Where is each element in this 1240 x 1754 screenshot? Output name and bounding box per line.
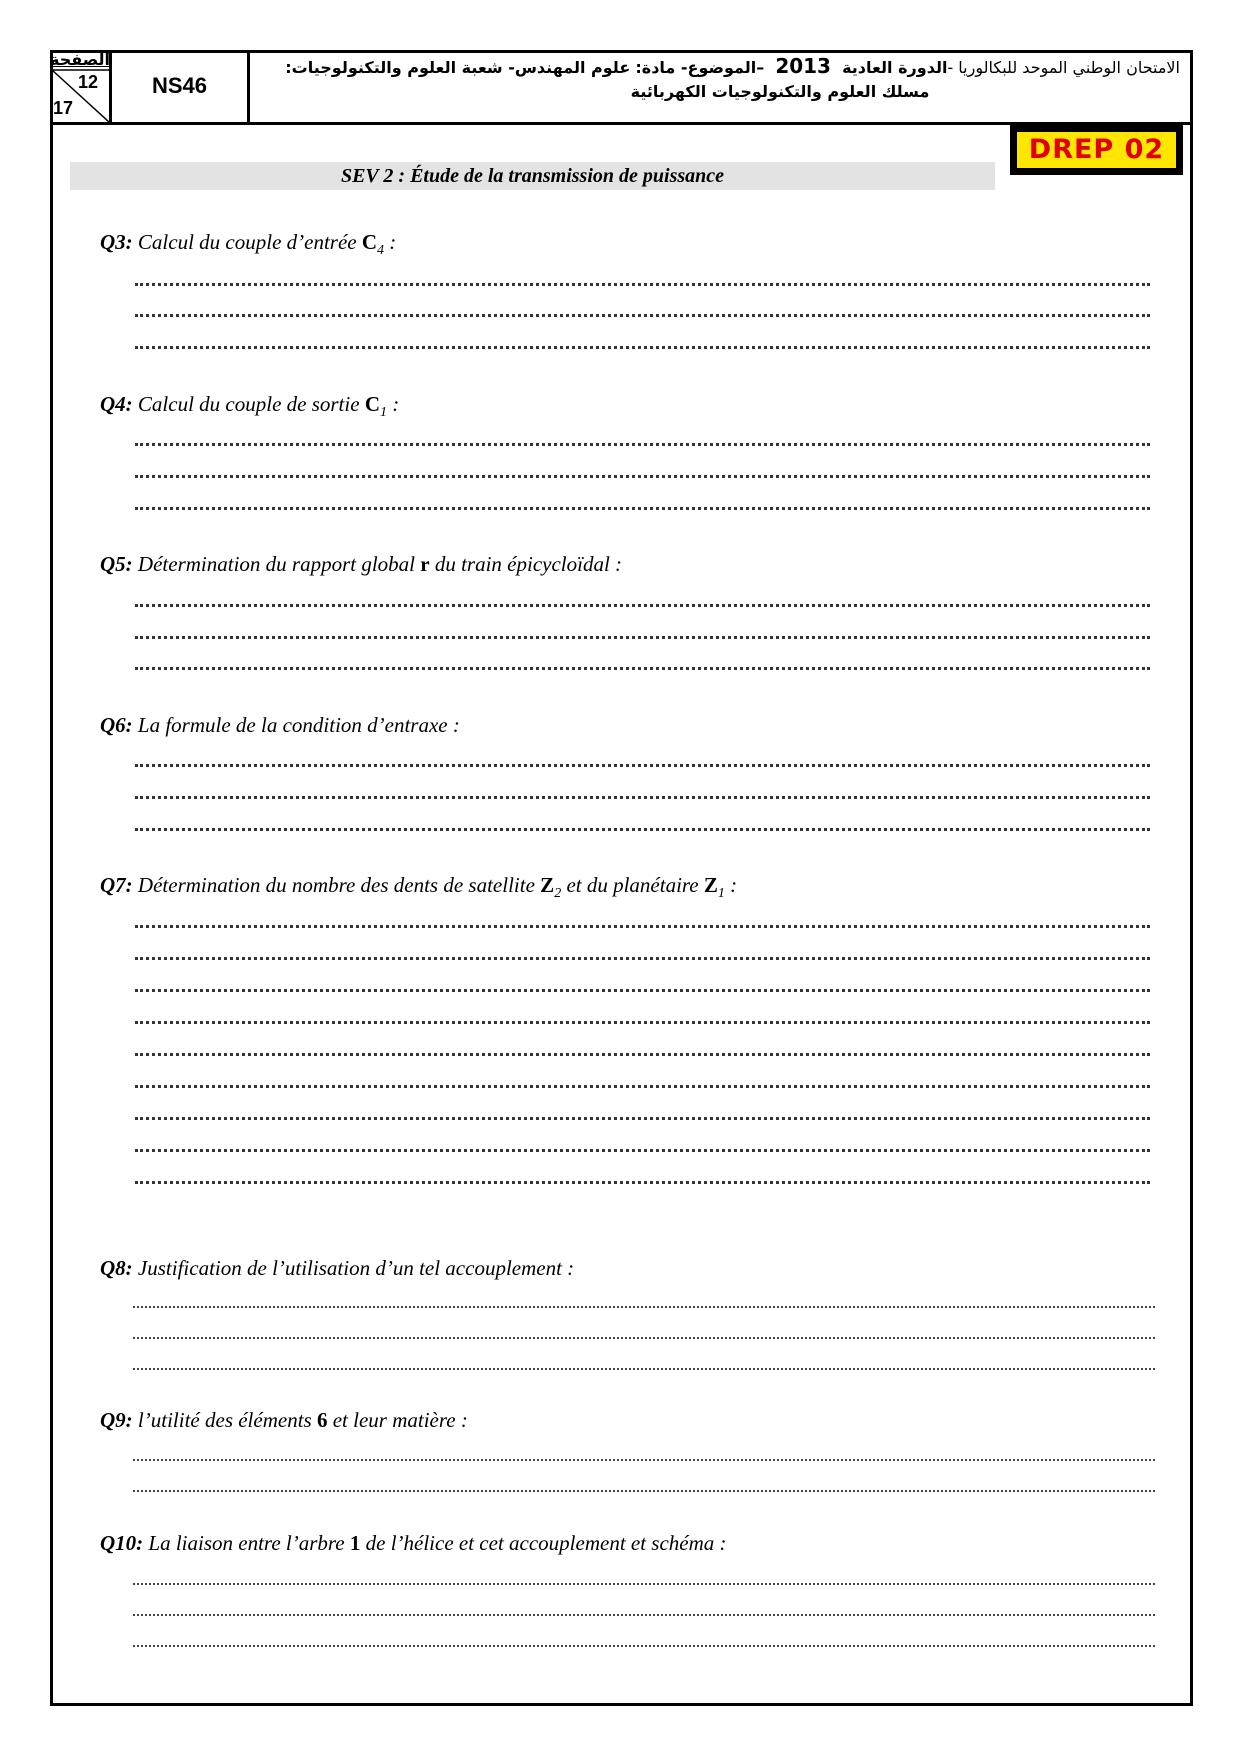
question-symbol: C bbox=[361, 230, 378, 254]
answer-line[interactable] bbox=[133, 1337, 1155, 1339]
question-q3 bbox=[100, 230, 396, 259]
question-q9 bbox=[100, 1408, 468, 1433]
exam-header bbox=[50, 50, 1193, 125]
page-total: 17 bbox=[53, 98, 74, 118]
answer-line[interactable] bbox=[135, 1181, 1150, 1184]
answer-line[interactable] bbox=[133, 1583, 1155, 1585]
answer-line[interactable] bbox=[135, 764, 1150, 767]
answer-line[interactable] bbox=[135, 346, 1150, 349]
page-number: 12 bbox=[78, 72, 99, 92]
exam-subject: علوم المهندس- شعبة العلوم والتكنولوجيات: bbox=[285, 58, 631, 77]
answer-line[interactable] bbox=[135, 636, 1150, 639]
question-tail: de l’hélice et cet accouplement et schéma : bbox=[360, 1531, 727, 1555]
question-symbol: Z bbox=[540, 873, 555, 897]
question-text: Justification de l’utilisation d’un tel accouplement : bbox=[132, 1256, 575, 1280]
answer-line[interactable] bbox=[133, 1645, 1155, 1647]
answer-line[interactable] bbox=[135, 443, 1150, 446]
question-text: l’utilité des éléments bbox=[132, 1408, 317, 1432]
exam-title bbox=[260, 54, 1180, 104]
question-tail: : bbox=[724, 873, 738, 897]
question-tail: et leur matière : bbox=[327, 1408, 468, 1432]
question-number: Q10: bbox=[100, 1531, 144, 1555]
question-tail: du train épicycloïdal : bbox=[429, 552, 623, 576]
answer-line[interactable] bbox=[135, 1149, 1150, 1152]
answer-line[interactable] bbox=[135, 989, 1150, 992]
answer-line[interactable] bbox=[135, 283, 1150, 286]
page-label: الصفحة bbox=[50, 50, 111, 69]
question-symbol: 6 bbox=[316, 1408, 328, 1432]
question-tail: : bbox=[384, 230, 397, 254]
answer-line[interactable] bbox=[133, 1368, 1155, 1370]
question-symbol-sub: 2 bbox=[554, 886, 562, 902]
exam-title-part1: الامتحان الوطني الموحد للبكالوريا - bbox=[947, 58, 1180, 77]
question-number: Q6: bbox=[100, 713, 133, 737]
answer-line[interactable] bbox=[135, 957, 1150, 960]
answer-line[interactable] bbox=[133, 1614, 1155, 1616]
section-title: SEV 2 : Étude de la transmission de puissance bbox=[340, 165, 725, 187]
answer-line[interactable] bbox=[135, 1117, 1150, 1120]
question-q7 bbox=[100, 873, 737, 902]
question-text: Calcul du couple d’entrée bbox=[132, 230, 362, 254]
exam-session: الدورة العادية bbox=[842, 58, 948, 77]
question-q5 bbox=[100, 552, 622, 577]
question-symbol-sub: 4 bbox=[377, 243, 385, 259]
question-symbol: r bbox=[420, 552, 430, 576]
exam-track: مسلك العلوم والتكنولوجيات الكهربائية bbox=[630, 82, 930, 101]
question-number: Q3: bbox=[100, 230, 133, 254]
exam-year: 2013 bbox=[775, 54, 831, 78]
question-text: Détermination du rapport global bbox=[132, 552, 421, 576]
question-number: Q4: bbox=[100, 392, 133, 416]
answer-line[interactable] bbox=[135, 1085, 1150, 1088]
question-q10 bbox=[100, 1531, 727, 1556]
answer-line[interactable] bbox=[135, 314, 1150, 317]
drep-tag bbox=[1010, 125, 1183, 175]
answer-line[interactable] bbox=[135, 507, 1150, 510]
exam-title-part2: –الموضوع- مادة: bbox=[635, 58, 765, 77]
answer-line[interactable] bbox=[133, 1459, 1155, 1461]
question-symbol-2: Z bbox=[703, 873, 718, 897]
question-number: Q7: bbox=[100, 873, 133, 897]
answer-line[interactable] bbox=[133, 1306, 1155, 1308]
answer-line[interactable] bbox=[135, 1053, 1150, 1056]
question-text: Détermination du nombre des dents de satellite bbox=[132, 873, 541, 897]
question-mid: et du planétaire bbox=[561, 873, 704, 897]
answer-line[interactable] bbox=[133, 1490, 1155, 1492]
question-symbol: C bbox=[364, 392, 380, 416]
header-divider bbox=[247, 50, 250, 122]
drep-label: DREP 02 bbox=[1016, 131, 1177, 169]
question-symbol-sub: 1 bbox=[379, 405, 387, 421]
answer-line[interactable] bbox=[135, 796, 1150, 799]
question-q8 bbox=[100, 1256, 574, 1281]
answer-line[interactable] bbox=[135, 667, 1150, 670]
exam-code: NS46 bbox=[151, 73, 208, 98]
answer-line[interactable] bbox=[135, 475, 1150, 478]
question-q6 bbox=[100, 713, 460, 738]
question-number: Q8: bbox=[100, 1256, 133, 1280]
page-number-box bbox=[50, 50, 112, 122]
question-text: Calcul du couple de sortie bbox=[132, 392, 365, 416]
answer-line[interactable] bbox=[135, 828, 1150, 831]
question-q4 bbox=[100, 392, 399, 421]
answer-line[interactable] bbox=[135, 604, 1150, 607]
question-number: Q5: bbox=[100, 552, 133, 576]
question-symbol: 1 bbox=[349, 1531, 361, 1555]
question-symbol-2-sub: 1 bbox=[717, 886, 725, 902]
question-number: Q9: bbox=[100, 1408, 133, 1432]
question-text: La formule de la condition d’entraxe : bbox=[132, 713, 460, 737]
answer-line[interactable] bbox=[135, 1021, 1150, 1024]
answer-line[interactable] bbox=[135, 925, 1150, 928]
question-tail: : bbox=[386, 392, 400, 416]
question-text: La liaison entre l’arbre bbox=[143, 1531, 350, 1555]
